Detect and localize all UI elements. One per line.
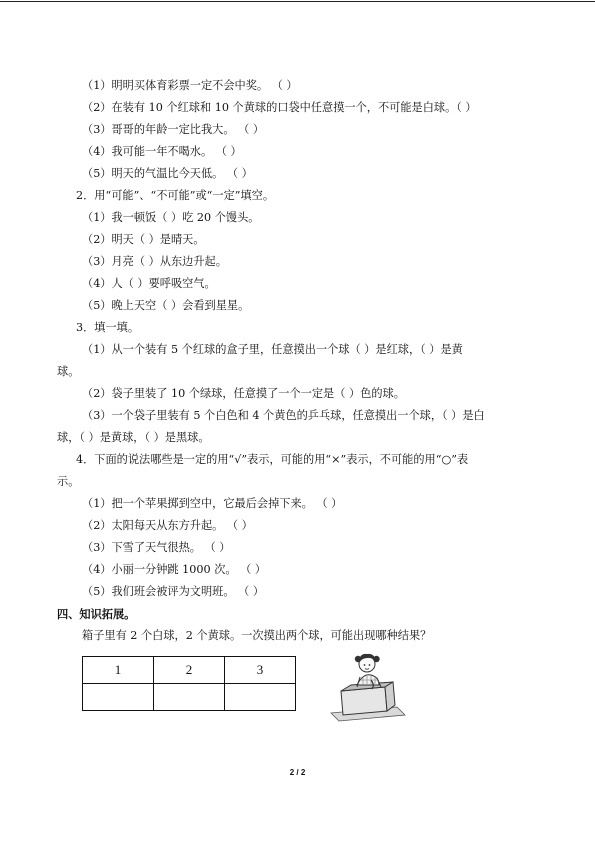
q2-item-1: （1）我一顿饭（ ）吃 20 个馒头。 [82,211,260,224]
judge-item-4: （4）我可能一年不喝水。 （ ） [82,145,242,158]
q2-title: 2．用“可能”、“不可能”或“一定”填空。 [76,189,275,202]
section4-heading: 四、知识拓展。 [57,607,136,621]
judge-item-5: （5）明天的气温比今天低。 （ ） [82,167,253,180]
q4-title: 4．下面的说法哪些是一定的用“√”表示，可能的用“×”表示，不可能的用“○”表 [76,453,469,466]
answer-cell-1[interactable] [83,684,154,711]
answer-table [82,656,296,711]
q2-item-4: （4）人（ ）要呼吸空气。 [82,277,216,290]
judge-item-3: （3）哥哥的年龄一定比我大。 （ ） [82,123,265,136]
answer-cell-3[interactable] [225,684,296,711]
answer-table-header-2: 2 [154,657,225,684]
q4-title-cont: 示。 [57,475,80,488]
section4-question: 箱子里有 2 个白球，2 个黄球。一次摸出两个球，可能出现哪种结果？ [82,629,432,642]
q4-item-2: （2）太阳每天从东方升起。 （ ） [82,519,253,532]
girl-drawing-ball-illustration [327,647,407,723]
q3-item-3-cont: 球，（ ）是黄球，（ ）是黑球。 [57,431,210,444]
q4-item-4: （4）小丽一分钟跳 1000 次。 （ ） [82,563,267,576]
q4-item-5: （5）我们班会被评为文明班。 （ ） [82,585,265,598]
answer-cell-2[interactable] [154,684,225,711]
q3-item-3: （3）一个袋子里装有 5 个白色和 4 个黄色的乒乓球，任意摸出一个球，（ ）是白 [82,409,485,422]
q4-item-3: （3）下雪了天气很热。 （ ） [82,541,231,554]
q3-title: 3．填一填。 [76,321,140,334]
q3-item-2: （2）袋子里装了 10 个绿球，任意摸了一个一定是（ ）色的球。 [82,387,405,400]
answer-table-header-1: 1 [83,657,154,684]
page-number: 2 / 2 [289,768,306,777]
judge-item-1: （1）明明买体育彩票一定不会中奖。 （ ） [82,79,298,92]
page-top-rule [0,1,595,2]
q2-item-5: （5）晚上天空（ ）会看到星星。 [82,299,250,312]
answer-table-header-row [83,657,296,684]
judge-item-2: （2）在装有 10 个红球和 10 个黄球的口袋中任意摸一个，不可能是白球。（ ） [82,101,477,114]
answer-table-answer-row [83,684,296,711]
answer-table-header-3: 3 [225,657,296,684]
q3-item-1: （1）从一个装有 5 个红球的盒子里，任意摸出一个球（ ）是红球，（ ）是黄 [82,343,463,356]
q3-item-1-cont: 球。 [57,365,80,378]
q2-item-3: （3）月亮（ ）从东边升起。 [82,255,227,268]
q4-item-1: （1）把一个苹果掷到空中，它最后会掉下来。 （ ） [82,497,343,510]
q2-item-2: （2）明天（ ）是晴天。 [82,233,205,246]
